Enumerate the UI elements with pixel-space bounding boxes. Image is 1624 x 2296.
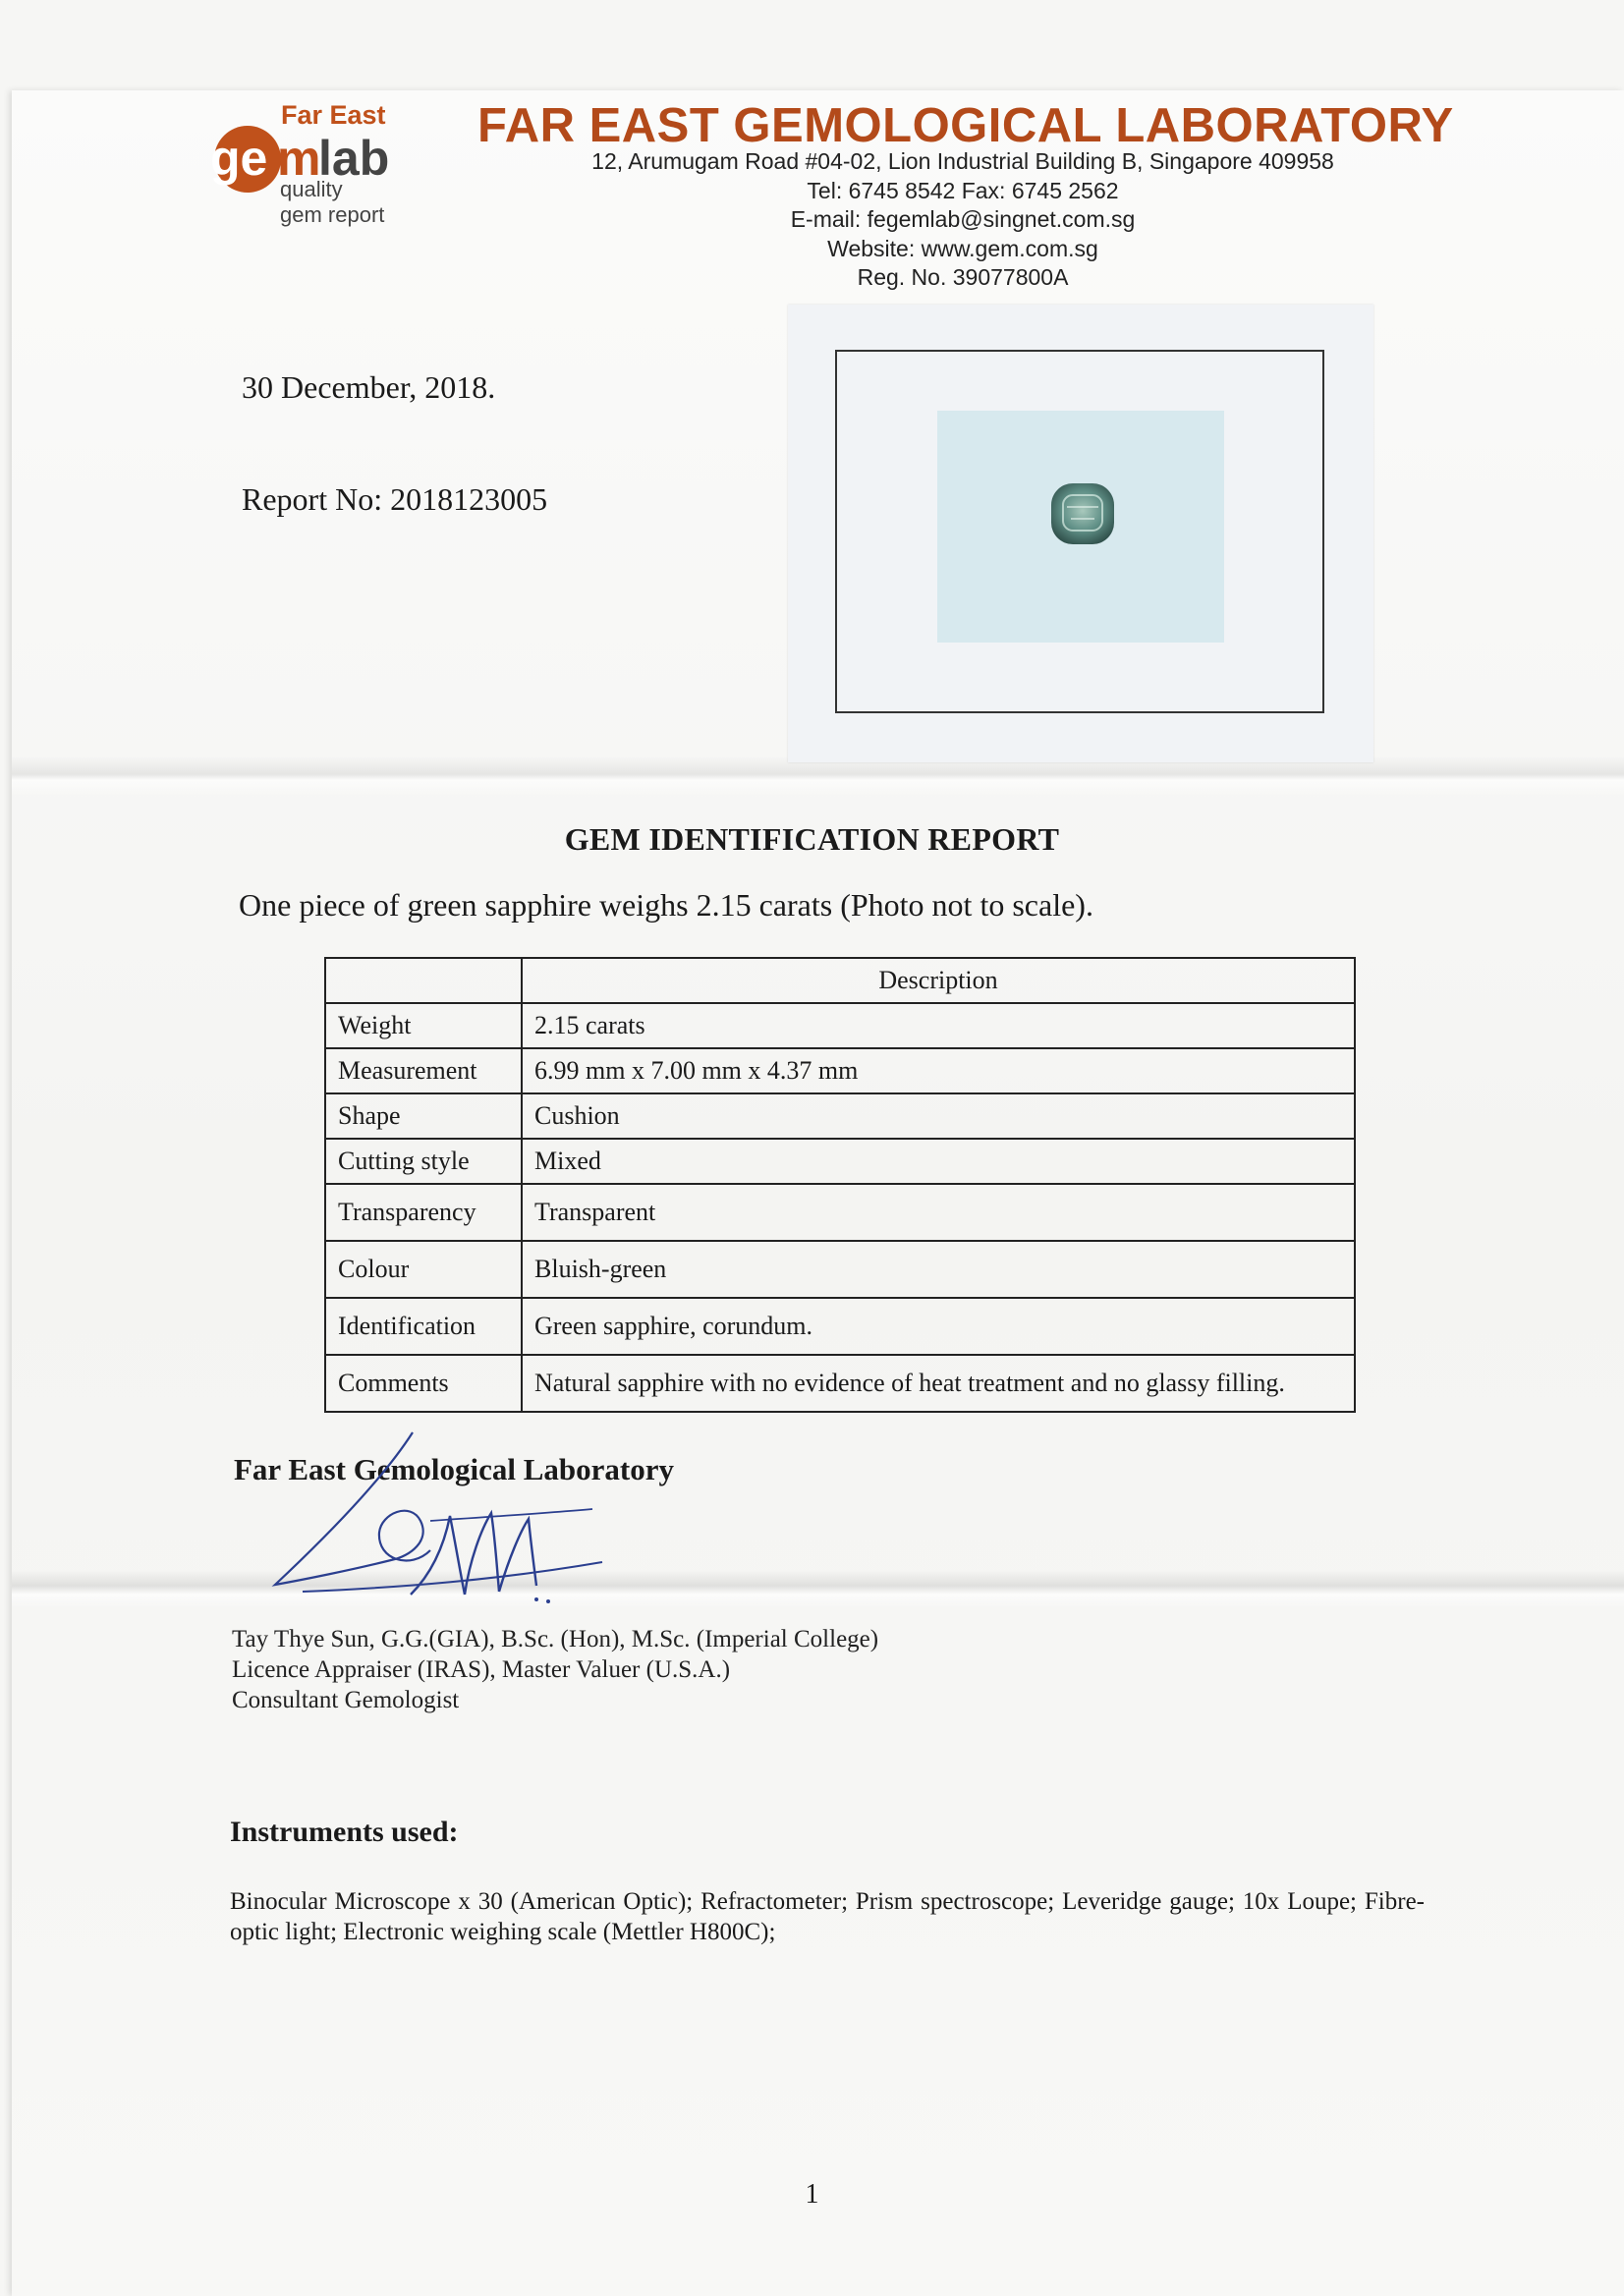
- table-row: [325, 1048, 1355, 1093]
- page-number: 1: [805, 2179, 819, 2210]
- instruments-title: Instruments used:: [230, 1816, 459, 1848]
- table-row: [325, 1241, 1355, 1298]
- logo-tagline-2: gem report: [280, 202, 385, 227]
- report-title: GEM IDENTIFICATION REPORT: [564, 821, 1060, 857]
- gem-photo-icon: [1047, 479, 1118, 548]
- signature-lab-name: Far East Gemological Laboratory: [234, 1452, 675, 1486]
- logo-m-text: m: [277, 131, 321, 186]
- table-row: [325, 1139, 1355, 1184]
- row-value: Cushion: [522, 1093, 1355, 1139]
- report-date: 30 December, 2018.: [242, 369, 496, 405]
- table-header-description: Description: [522, 958, 1355, 1003]
- table-header-blank: [325, 958, 522, 1003]
- lab-email: E-mail: fegemlab@singnet.com.sg: [790, 206, 1136, 232]
- gemlab-logo: [196, 100, 442, 238]
- lab-address: 12, Arumugam Road #04-02, Lion Industrial Building B, Singapore 409958: [591, 148, 1334, 174]
- row-value: Transparent: [522, 1184, 1355, 1241]
- lab-reg-no: Reg. No. 39077800A: [857, 264, 1069, 290]
- signer-line-1: Tay Thye Sun, G.G.(GIA), B.Sc. (Hon), M.Sc. (Imperial College): [232, 1626, 879, 1652]
- logo-ge-text: ge: [210, 131, 268, 186]
- lab-website: Website: www.gem.com.sg: [827, 235, 1098, 261]
- logo-tagline-1: quality: [280, 177, 343, 201]
- signature-icon: [263, 1423, 617, 1609]
- paper-fold: [12, 1570, 1624, 1609]
- signer-line-3: Consultant Gemologist: [232, 1687, 460, 1713]
- row-label: Transparency: [325, 1184, 522, 1241]
- report-number: Report No: 2018123005: [242, 481, 548, 517]
- table-row: [325, 1093, 1355, 1139]
- table-row: [325, 1298, 1355, 1355]
- row-label: Measurement: [325, 1048, 522, 1093]
- signer-details: [232, 1624, 878, 1715]
- table-row: [325, 1184, 1355, 1241]
- logo-tagline: [280, 177, 384, 228]
- report-summary: One piece of green sapphire weighs 2.15 carats (Photo not to scale).: [239, 887, 1093, 923]
- lab-name-heading: FAR EAST GEMOLOGICAL LABORATORY: [477, 99, 1454, 152]
- table-row: [325, 1355, 1355, 1412]
- row-label: Colour: [325, 1241, 522, 1298]
- row-value: 2.15 carats: [522, 1003, 1355, 1048]
- row-label: Identification: [325, 1298, 522, 1355]
- description-table: [324, 957, 1356, 1413]
- row-value: Natural sapphire with no evidence of heat treatment and no glassy filling.: [522, 1355, 1355, 1412]
- row-label: Shape: [325, 1093, 522, 1139]
- lab-contact-block: [511, 147, 1415, 293]
- signer-line-2: Licence Appraiser (IRAS), Master Valuer (U.S.A.): [232, 1656, 731, 1683]
- paper-fold: [12, 756, 1624, 796]
- table-header-row: [325, 958, 1355, 1003]
- logo-far-east-text: Far East: [281, 100, 386, 130]
- row-value: 6.99 mm x 7.00 mm x 4.37 mm: [522, 1048, 1355, 1093]
- instruments-text: Binocular Microscope x 30 (American Optic); Refractometer; Prism spectroscope; Leveridge gauge; 10x Loupe; Fibre-optic light; Electronic weighing scale (Mettler H800C);: [230, 1888, 1425, 1945]
- row-value: Green sapphire, corundum.: [522, 1298, 1355, 1355]
- row-value: Bluish-green: [522, 1241, 1355, 1298]
- table-row: [325, 1003, 1355, 1048]
- row-label: Weight: [325, 1003, 522, 1048]
- logo-lab-text: lab: [318, 131, 390, 186]
- row-label: Comments: [325, 1355, 522, 1412]
- row-label: Cutting style: [325, 1139, 522, 1184]
- row-value: Mixed: [522, 1139, 1355, 1184]
- lab-phone: Tel: 6745 8542 Fax: 6745 2562: [807, 177, 1119, 203]
